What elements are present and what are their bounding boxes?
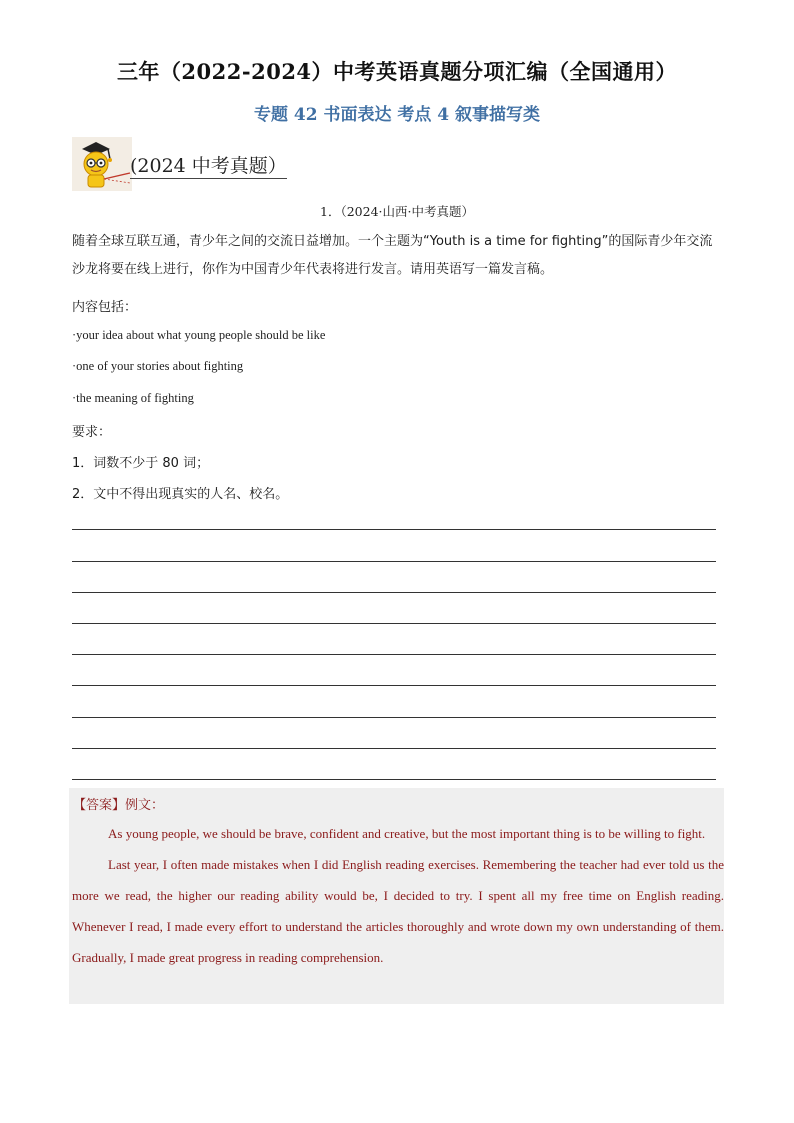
answer-paragraph: Last year, I often made mistakes when I did English reading exercises. Remembering the teacher had ever told us the more we read, the higher our reading ability would be, I decided to try. I spent all my free time on English reading. Whenever I read, I made every effort to understand the articles thoroughly and wrote down my own understanding of them. Gradually, I made great progress in reading comprehension.	[72, 857, 724, 965]
writing-line	[72, 529, 716, 530]
writing-line	[72, 623, 716, 624]
answer-text	[72, 818, 724, 973]
writing-line	[72, 717, 716, 718]
scholar-mascot-icon	[72, 137, 132, 191]
requirements-heading: 要求：	[72, 425, 112, 440]
writing-line	[72, 779, 716, 780]
content-item: ·one of your stories about fighting	[72, 359, 244, 373]
writing-line	[72, 654, 716, 655]
section-label: (2024 中考真题）	[130, 151, 287, 179]
content-item: ·the meaning of fighting	[72, 391, 194, 405]
answer-paragraph: As young people, we should be brave, confident and creative, but the most important thing is to be willing to fight.	[108, 826, 706, 841]
writing-line	[72, 748, 716, 749]
requirement-item: 2．文中不得出现真实的人名、校名。	[72, 487, 289, 502]
content-item: ·your idea about what young people should be like	[72, 328, 326, 342]
writing-line	[72, 561, 716, 562]
question-prompt: 随着全球互联互通，青少年之间的交流日益增加。一个主题为“Youth is a time for fighting”的国际青少年交流沙龙将要在线上进行，你作为中国青少年代表将进行发言。请用英语写一篇发言稿。	[72, 234, 713, 277]
section-header	[72, 137, 332, 191]
answer-box	[69, 788, 724, 1004]
writing-line	[72, 592, 716, 593]
question-source: 1．（2024·山西·中考真题）	[320, 204, 474, 219]
content-heading: 内容包括：	[72, 300, 138, 315]
answer-label: 【答案】例文：	[73, 798, 165, 813]
requirement-item: 1．词数不少于 80 词；	[72, 456, 210, 471]
writing-line	[72, 685, 716, 686]
document-subtitle: 专题 42 书面表达 考点 4 叙事描写类	[253, 105, 541, 125]
document-title: 三年（2022-2024）中考英语真题分项汇编（全国通用）	[116, 59, 678, 84]
